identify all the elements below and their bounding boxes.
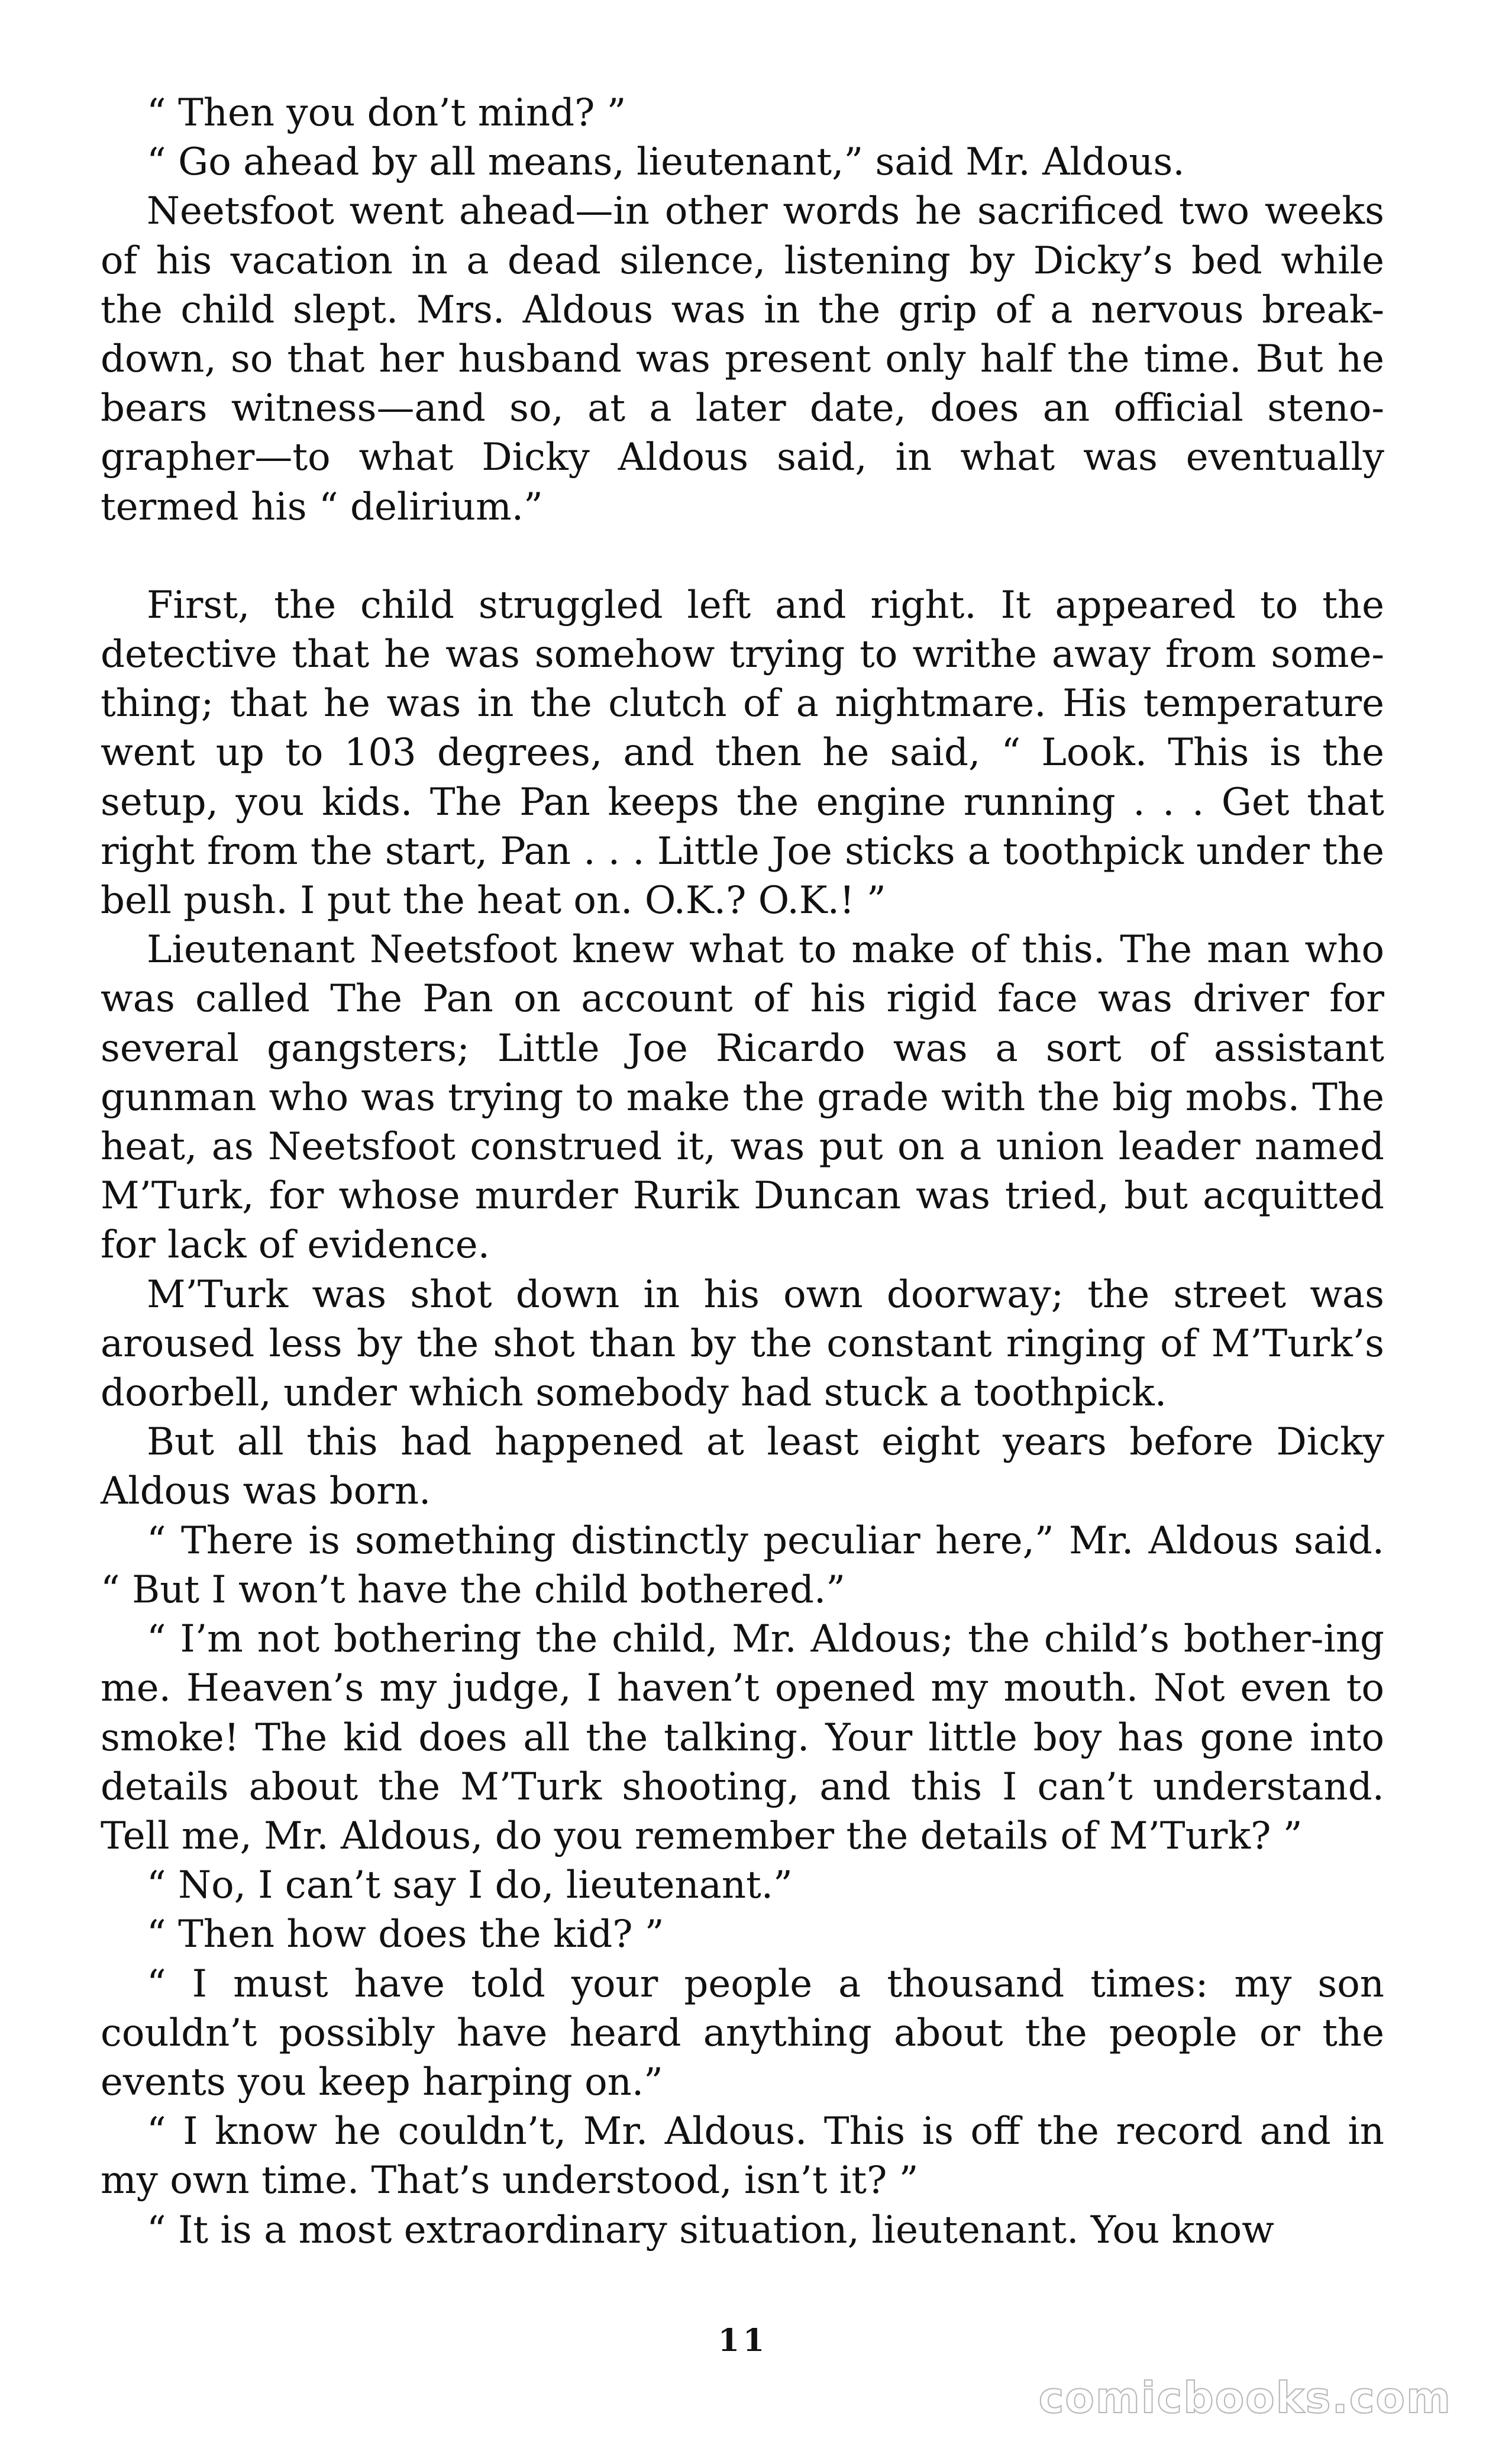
paragraph: “ No, I can’t say I do, lieutenant.”: [147, 1863, 793, 1908]
paragraph: First, the child struggled left and right. It appeared to the detective that he was somehow trying to writhe away from some-thing; that he was in the clutch of a nightmare. His temperature went up to 103 degrees, and then he said, “ Look. This is the setup, you kids. The Pan keeps the engine running . . . Get that right from the start, Pan . . . Little Joe sticks a toothpick under the bell push. I put the heat on. O.K.? O.K.! ”: [101, 583, 1384, 923]
paragraph: “ Then you don’t mind? ”: [147, 91, 626, 135]
section-break: [101, 532, 1384, 581]
paragraph: Neetsfoot went ahead—in other words he sacrificed two weeks of his vacation in a dead silence, listening by Dicky’s bed while the child slept. Mrs. Aldous was in the grip of a nervous break-down, so that her husband was present only half the time. But he bears witness—and so, at a later date, does an official steno-grapher—to what Dicky Aldous said, in what was eventually termed his “ delirium.”: [101, 189, 1384, 529]
watermark: comicbooks.com: [1038, 2373, 1452, 2423]
paragraph: M’Turk was shot down in his own doorway; the street was aroused less by the shot than by the constant ringing of M’Turk’s doorbell, under which somebody had stuck a toothpick.: [101, 1272, 1384, 1415]
page-number: 11: [718, 2323, 768, 2359]
paragraph: “ I’m not bothering the child, Mr. Aldous; the child’s bother-ing me. Heaven’s my judge, I haven’t opened my mouth. Not even to smoke! The kid does all the talking. Your little boy has gone into details about the M’Turk shooting, and this I can’t understand. Tell me, Mr. Aldous, do you remember the details of M’Turk? ”: [101, 1617, 1384, 1858]
paragraph: But all this had happened at least eight years before Dicky Aldous was born.: [101, 1420, 1384, 1514]
paragraph: “ There is something distinctly peculiar here,” Mr. Aldous said. “ But I won’t have the child bothered.”: [101, 1518, 1384, 1612]
paragraph: “ Go ahead by all means, lieutenant,” said Mr. Aldous.: [147, 140, 1185, 185]
paragraph: “ Then how does the kid? ”: [147, 1912, 664, 1957]
paragraph: “ It is a most extraordinary situation, lieutenant. You know: [147, 2208, 1274, 2252]
paragraph: Lieutenant Neetsfoot knew what to make of this. The man who was called The Pan on account of his rigid face was driver for several gangsters; Little Joe Ricardo was a sort of assistant gunman who was trying to make the grade with the big mobs. The heat, as Neetsfoot construed it, was put on a union leader named M’Turk, for whose murder Rurik Duncan was tried, but acquitted for lack of evidence.: [101, 928, 1384, 1268]
paragraph: “ I know he couldn’t, Mr. Aldous. This is off the record and in my own time. That’s understood, isn’t it? ”: [101, 2110, 1384, 2203]
paragraph: “ I must have told your people a thousand times: my son couldn’t possibly have heard anything about the people or the events you keep harping on.”: [101, 1962, 1384, 2104]
body-text: [101, 89, 1384, 2255]
